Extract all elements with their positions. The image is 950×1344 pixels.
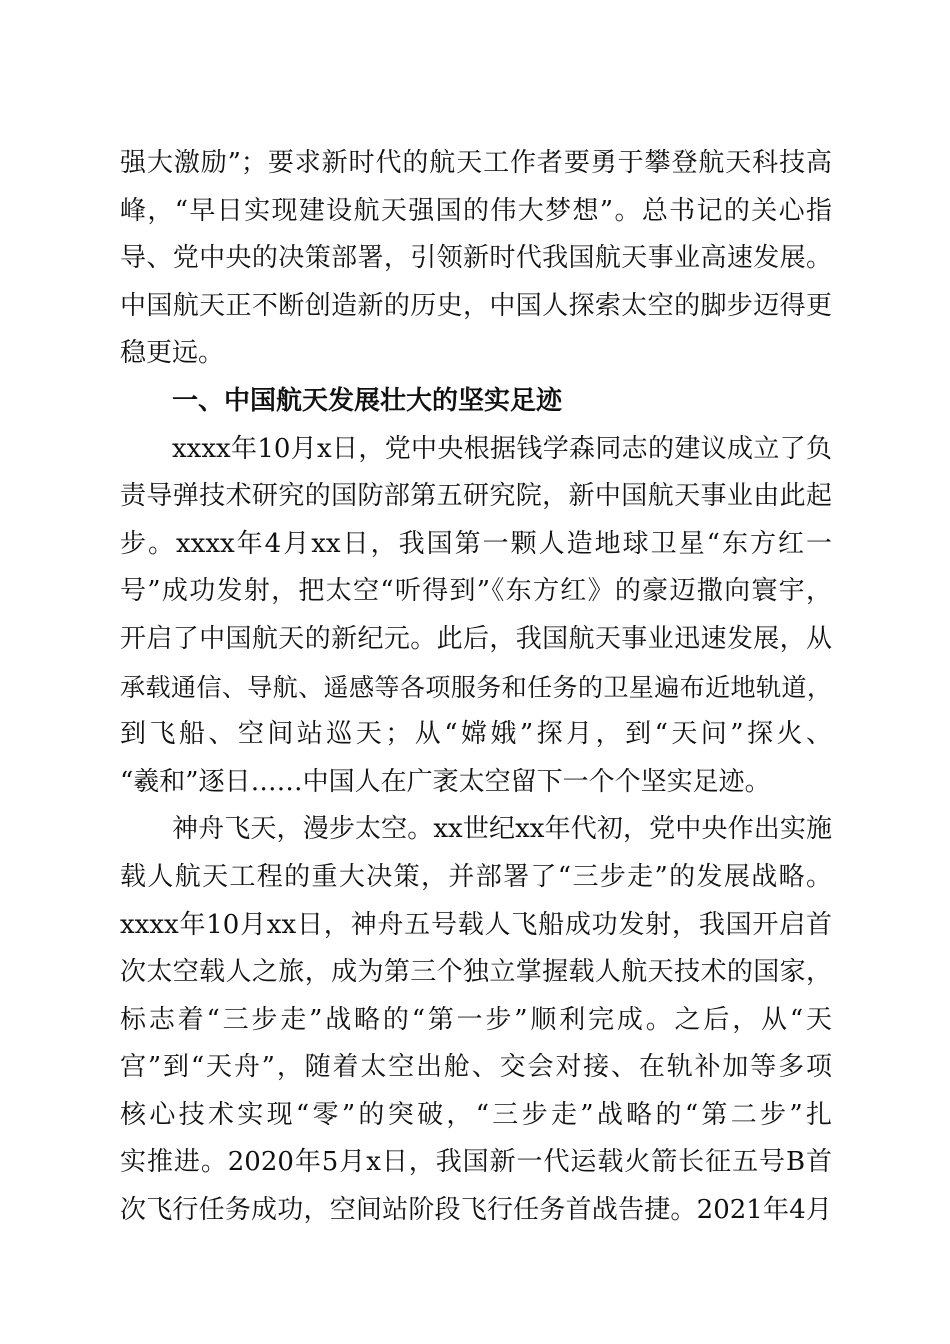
document-page — [120, 140, 832, 1235]
text-line: 导、党中央的决策部署，引领新时代我国航天事业高速发展。 — [120, 243, 832, 274]
intro-paragraph — [120, 140, 832, 378]
text-line: 峰，“早日实现建设航天强国的伟大梦想”。总书记的关心指 — [120, 195, 832, 226]
text-line: 强大激励”；要求新时代的航天工作者要勇于攀登航天科技高 — [120, 148, 832, 178]
text-line: 步。xxxx年4月xx日，我国第一颗人造地球卫星“东方红一 — [120, 528, 832, 559]
text-line: 核心技术实现“零”的突破，“三步走”战略的“第二步”扎 — [120, 1099, 832, 1130]
text-line: 次飞行任务成功，空间站阶段飞行任务首战告捷。2021年4月 — [120, 1195, 832, 1226]
text-line: 开启了中国航天的新纪元。此后，我国航天事业迅速发展，从 — [120, 623, 832, 654]
text-line: 承载通信、导航、遥感等各项服务和任务的卫星遍布近地轨道， — [120, 672, 832, 702]
text-line: 号”成功发射，把太空“听得到”《东方红》的豪迈撒向寰宇， — [120, 576, 832, 607]
text-line: 稳更远。 — [120, 338, 225, 369]
text-line: 宫”到“天舟”，随着太空出舱、交会对接、在轨补加等多项 — [120, 1052, 832, 1083]
text-line: 到飞船、空间站巡天；从“嫦娥”探月，到“天问”探火、 — [120, 719, 832, 750]
text-line: 载人航天工程的重大决策，并部署了“三步走”的发展战略。 — [120, 861, 832, 892]
text-line: 中国航天正不断创造新的历史，中国人探索太空的脚步迈得更 — [120, 290, 832, 321]
text-line: 标志着“三步走”战略的“第一步”顺利完成。之后，从“天 — [120, 1004, 832, 1035]
text-line: 实推进。2020年5月x日，我国新一代运载火箭长征五号B首 — [120, 1147, 832, 1178]
section-heading: 一、中国航天发展壮大的坚实足迹 — [172, 385, 563, 416]
paragraph-one — [120, 426, 832, 807]
text-line: “羲和”逐日……中国人在广袤太空留下一个个坚实足迹。 — [120, 766, 771, 797]
text-line: 神舟飞天，漫步太空。xx世纪xx年代初，党中央作出实施 — [172, 814, 832, 845]
text-line: 责导弹技术研究的国防部第五研究院，新中国航天事业由此起 — [120, 481, 832, 512]
paragraph-two — [120, 806, 832, 1234]
text-line: xxxx年10月x日，党中央根据钱学森同志的建议成立了负 — [172, 433, 832, 464]
text-line: xxxx年10月xx日，神舟五号载人飞船成功发射，我国开启首 — [120, 909, 832, 940]
text-line: 次太空载人之旅，成为第三个独立掌握载人航天技术的国家， — [120, 957, 832, 988]
